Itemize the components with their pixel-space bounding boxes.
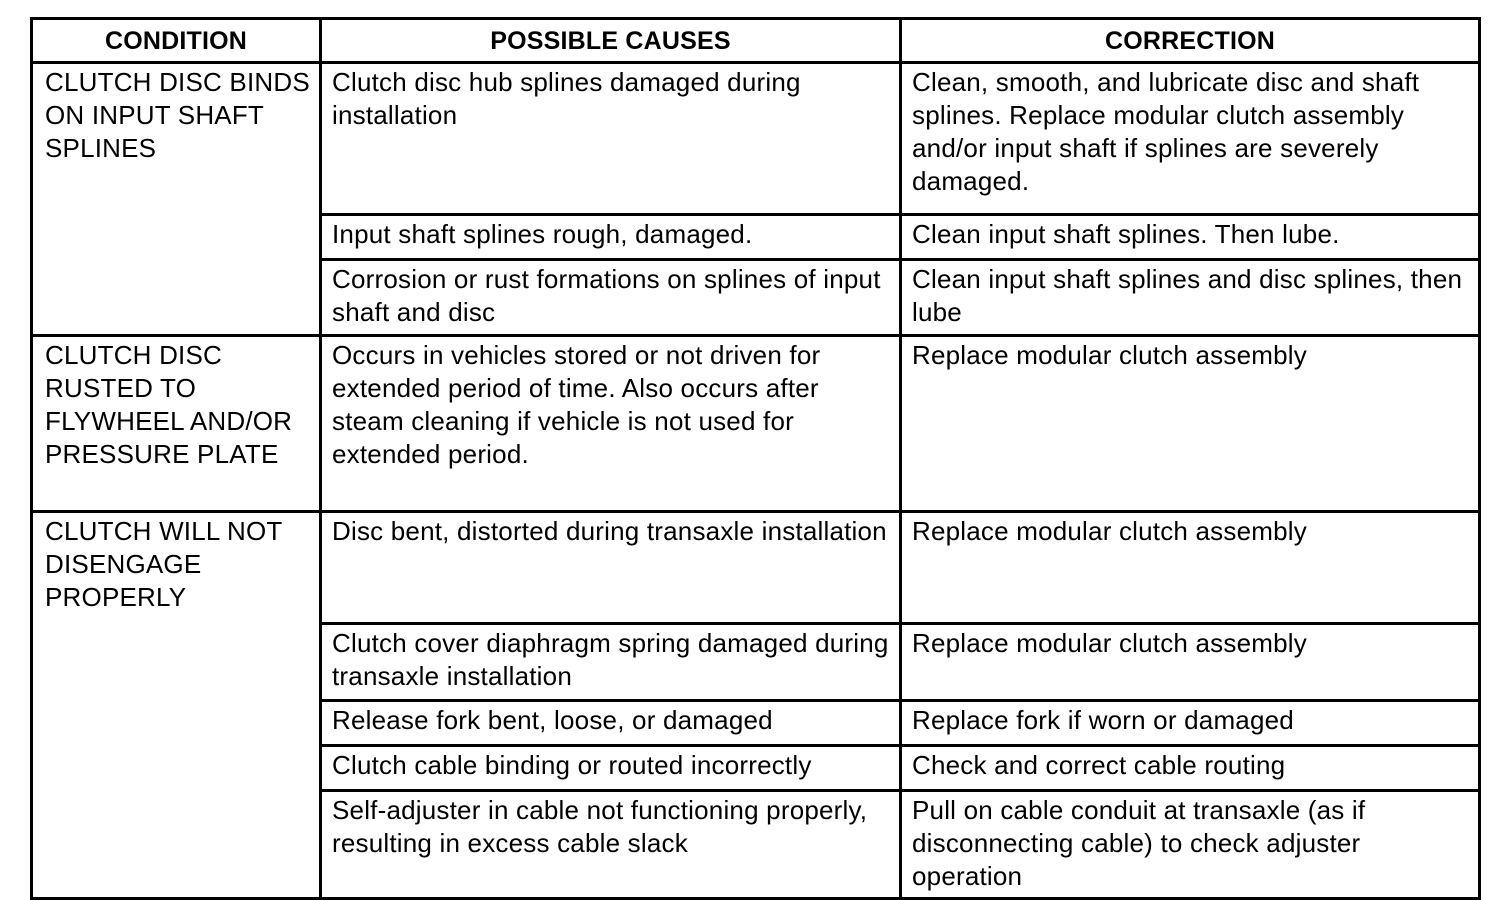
correction-cell: Check and correct cable routing <box>901 746 1480 791</box>
header-condition: CONDITION <box>32 19 321 63</box>
correction-cell: Clean, smooth, and lubricate disc and shaft splines. Replace modular clutch assembly and/or input shaft if splines are severely damaged. <box>901 63 1480 215</box>
cause-cell: Clutch cable binding or routed incorrectly <box>321 746 901 791</box>
cause-cell: Clutch disc hub splines damaged during installation <box>321 63 901 215</box>
cause-cell: Clutch cover diaphragm spring damaged during transaxle installation <box>321 624 901 701</box>
cause-cell: Disc bent, distorted during transaxle installation <box>321 512 901 624</box>
correction-cell: Pull on cable conduit at transaxle (as if disconnecting cable) to check adjuster operation <box>901 791 1480 899</box>
correction-cell: Replace fork if worn or damaged <box>901 701 1480 746</box>
header-possible-causes: POSSIBLE CAUSES <box>321 19 901 63</box>
condition-cell: CLUTCH WILL NOT DISENGAGE PROPERLY <box>32 512 321 899</box>
condition-cell: CLUTCH DISC BINDS ON INPUT SHAFT SPLINES <box>32 63 321 336</box>
diagnosis-table-container <box>30 17 1478 900</box>
table-header-row <box>32 19 1480 63</box>
table-row <box>32 336 1480 512</box>
correction-cell: Clean input shaft splines. Then lube. <box>901 215 1480 260</box>
condition-cell: CLUTCH DISC RUSTED TO FLYWHEEL AND/OR PRESSURE PLATE <box>32 336 321 512</box>
correction-cell: Replace modular clutch assembly <box>901 512 1480 624</box>
cause-cell: Release fork bent, loose, or damaged <box>321 701 901 746</box>
table-row <box>32 63 1480 215</box>
cause-cell: Corrosion or rust formations on splines of input shaft and disc <box>321 260 901 336</box>
clutch-diagnosis-table <box>30 17 1481 900</box>
table-row <box>32 512 1480 624</box>
header-correction: CORRECTION <box>901 19 1480 63</box>
correction-cell: Replace modular clutch assembly <box>901 624 1480 701</box>
correction-cell: Clean input shaft splines and disc splines, then lube <box>901 260 1480 336</box>
correction-cell: Replace modular clutch assembly <box>901 336 1480 512</box>
cause-cell: Self-adjuster in cable not functioning properly, resulting in excess cable slack <box>321 791 901 899</box>
cause-cell: Occurs in vehicles stored or not driven for extended period of time. Also occurs after steam cleaning if vehicle is not used for extended period. <box>321 336 901 512</box>
cause-cell: Input shaft splines rough, damaged. <box>321 215 901 260</box>
